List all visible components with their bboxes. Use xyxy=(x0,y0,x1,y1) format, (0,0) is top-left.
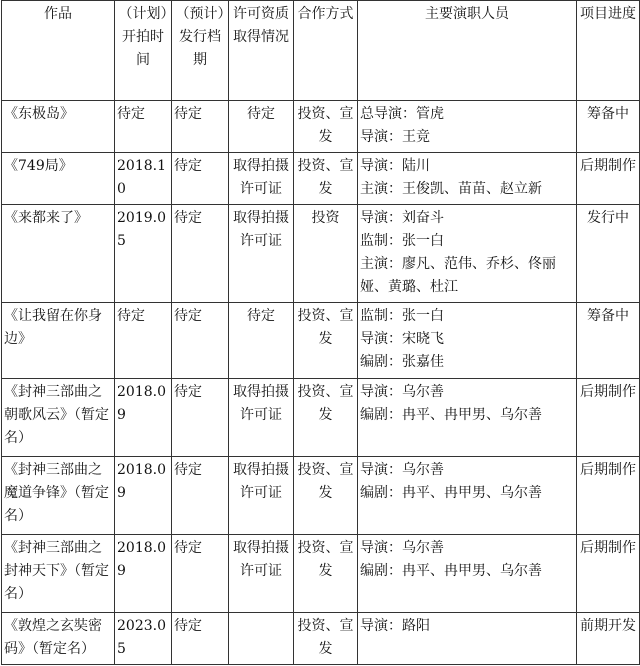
cast-line: 总导演：管虎 xyxy=(360,106,444,122)
progress-cell: 后期制作 xyxy=(577,457,640,535)
progress-cell: 筹备中 xyxy=(577,101,640,153)
start-cell: 2018.10 xyxy=(115,153,172,205)
coop-cell: 投资、宣发 xyxy=(294,457,358,535)
start-cell: 2018.09 xyxy=(115,379,172,457)
cast-line: 编剧：张嘉佳 xyxy=(360,354,444,370)
cast-line: 导演：乌尔善 xyxy=(360,384,444,400)
cast-line: 导演：路阳 xyxy=(360,618,430,634)
cast-line: 监制：张一白 xyxy=(360,308,444,324)
table-row xyxy=(2,379,640,457)
cast-line: 编剧：冉平、冉甲男、乌尔善 xyxy=(360,407,542,423)
cast-line: 编剧：冉平、冉甲男、乌尔善 xyxy=(360,563,542,579)
header-license-status: 许可资质取得情况 xyxy=(229,1,294,101)
cast-line: 编剧：冉平、冉甲男、乌尔善 xyxy=(360,485,542,501)
header-work: 作品 xyxy=(2,1,115,101)
header-row xyxy=(2,1,640,101)
start-cell: 2019.05 xyxy=(115,205,172,303)
cast-cell xyxy=(358,613,577,665)
license-cell: 取得拍摄许可证 xyxy=(229,535,294,613)
cast-cell xyxy=(358,379,577,457)
cast-cell xyxy=(358,205,577,303)
header-cast-crew: 主要演职人员 xyxy=(358,1,577,101)
license-cell: 取得拍摄许可证 xyxy=(229,457,294,535)
coop-cell: 投资、宣发 xyxy=(294,379,358,457)
work-cell: 《来都来了》 xyxy=(2,205,115,303)
cast-line: 主演：廖凡、范伟、乔杉、佟丽娅、黄璐、杜江 xyxy=(360,256,556,295)
coop-cell: 投资、宣发 xyxy=(294,535,358,613)
release-cell: 待定 xyxy=(172,379,229,457)
film-projects-table xyxy=(1,0,640,665)
progress-cell: 筹备中 xyxy=(577,303,640,379)
start-cell: 2018.09 xyxy=(115,457,172,535)
header-cooperation: 合作方式 xyxy=(294,1,358,101)
release-cell: 待定 xyxy=(172,153,229,205)
cast-line: 导演：王竞 xyxy=(360,129,430,145)
progress-cell: 后期制作 xyxy=(577,379,640,457)
coop-cell: 投资、宣发 xyxy=(294,613,358,665)
start-cell: 2023.05 xyxy=(115,613,172,665)
header-release-schedule: （预计）发行档期 xyxy=(172,1,229,101)
start-cell: 2018.09 xyxy=(115,535,172,613)
cast-line: 导演：乌尔善 xyxy=(360,462,444,478)
table-row xyxy=(2,153,640,205)
start-cell: 待定 xyxy=(115,101,172,153)
release-cell: 待定 xyxy=(172,101,229,153)
release-cell: 待定 xyxy=(172,457,229,535)
table-row xyxy=(2,535,640,613)
release-cell: 待定 xyxy=(172,535,229,613)
table-row xyxy=(2,205,640,303)
cast-cell xyxy=(358,535,577,613)
work-cell: 《封神三部曲之朝歌风云》（暂定名） xyxy=(2,379,115,457)
license-cell: 待定 xyxy=(229,303,294,379)
progress-cell: 后期制作 xyxy=(577,535,640,613)
work-cell: 《敦煌之玄奘密码》（暂定名） xyxy=(2,613,115,665)
work-cell: 《749局》 xyxy=(2,153,115,205)
cast-line: 导演：刘奋斗 xyxy=(360,210,444,226)
cast-cell xyxy=(358,153,577,205)
header-progress: 项目进度 xyxy=(577,1,640,101)
table-row xyxy=(2,101,640,153)
license-cell: 取得拍摄许可证 xyxy=(229,379,294,457)
work-cell: 《封神三部曲之封神天下》（暂定名） xyxy=(2,535,115,613)
table-row xyxy=(2,303,640,379)
progress-cell: 后期制作 xyxy=(577,153,640,205)
cast-cell xyxy=(358,457,577,535)
license-cell: 取得拍摄许可证 xyxy=(229,205,294,303)
cast-line: 监制：张一白 xyxy=(360,233,444,249)
progress-cell: 发行中 xyxy=(577,205,640,303)
work-cell: 《让我留在你身边》 xyxy=(2,303,115,379)
license-cell: 待定 xyxy=(229,101,294,153)
coop-cell: 投资 xyxy=(294,205,358,303)
start-cell: 待定 xyxy=(115,303,172,379)
release-cell: 待定 xyxy=(172,613,229,665)
progress-cell: 前期开发 xyxy=(577,613,640,665)
cast-cell xyxy=(358,101,577,153)
header-start-date: （计划）开拍时间 xyxy=(115,1,172,101)
cast-line: 导演：乌尔善 xyxy=(360,540,444,556)
cast-cell xyxy=(358,303,577,379)
cast-line: 主演：王俊凯、苗苗、赵立新 xyxy=(360,181,542,197)
work-cell: 《东极岛》 xyxy=(2,101,115,153)
license-cell xyxy=(229,613,294,665)
release-cell: 待定 xyxy=(172,205,229,303)
license-cell: 取得拍摄许可证 xyxy=(229,153,294,205)
table-row xyxy=(2,457,640,535)
coop-cell: 投资、宣发 xyxy=(294,101,358,153)
work-cell: 《封神三部曲之魔道争锋》（暂定名） xyxy=(2,457,115,535)
table-row xyxy=(2,613,640,665)
release-cell: 待定 xyxy=(172,303,229,379)
cast-line: 导演：宋晓飞 xyxy=(360,331,444,347)
cast-line: 导演：陆川 xyxy=(360,158,430,174)
coop-cell: 投资、宣发 xyxy=(294,303,358,379)
coop-cell: 投资、宣发 xyxy=(294,153,358,205)
